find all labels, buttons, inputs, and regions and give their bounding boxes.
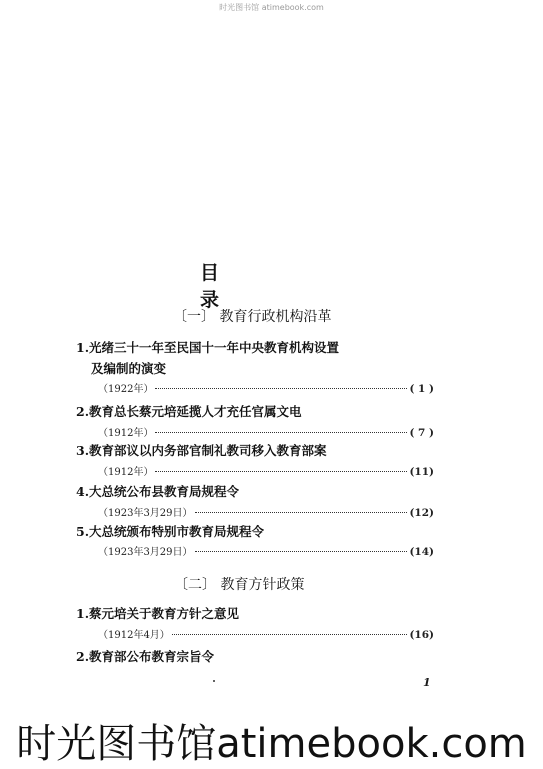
dot-leader — [195, 512, 408, 513]
toc-entry-page: ( 1 ) — [409, 383, 434, 395]
toc-entry-line — [98, 543, 434, 558]
toc-entry-page: (16) — [409, 629, 434, 641]
toc-entry-line — [98, 626, 434, 641]
toc-entry-title-continued: 及编制的演变 — [91, 361, 167, 376]
section-heading-1: 〔一〕 教育行政机构沿革 — [173, 309, 332, 325]
toc-entry-line — [98, 380, 434, 395]
toc-entry-title: 1.蔡元培关于教育方针之意见 — [76, 606, 240, 621]
dot-leader — [172, 634, 408, 635]
toc-entry-title: 3.教育部议以内务部官制礼教司移入教育部案 — [76, 443, 327, 458]
toc-entry-line — [98, 424, 434, 439]
page-number: 1 — [423, 676, 431, 689]
toc-entry-title: 4.大总统公布县教育局规程令 — [76, 484, 240, 499]
toc-entry-date: （1912年） — [98, 428, 154, 439]
dot-leader — [155, 432, 407, 433]
toc-entry-title: 5.大总统颁布特别市教育局规程令 — [76, 524, 265, 539]
toc-entry-date: （1923年3月29日） — [98, 508, 193, 519]
toc-entry-title: 1.光绪三十一年至民国十一年中央教育机构设置 — [76, 340, 340, 355]
dot-leader — [195, 551, 408, 552]
toc-entry-date: （1923年3月29日） — [98, 547, 193, 558]
section-heading-2: 〔二〕 教育方针政策 — [174, 577, 305, 593]
toc-entry-page: (14) — [409, 546, 434, 558]
toc-entry-page: (12) — [409, 507, 434, 519]
toc-entry-date: （1922年） — [98, 384, 154, 395]
top-watermark: 时光图书馆 atimebook.com — [219, 3, 324, 12]
toc-entry-title: 2.教育部公布教育宗旨令 — [76, 649, 215, 664]
toc-entry-page: (11) — [409, 466, 434, 478]
toc-title: 目录 — [200, 262, 256, 311]
dot-leader — [155, 471, 407, 472]
bottom-watermark: 时光图书馆atimebook.com — [16, 721, 527, 767]
toc-entry-date: （1912年） — [98, 467, 154, 478]
toc-entry-date: （1912年4月） — [98, 630, 170, 641]
toc-entry-title: 2.教育总长蔡元培延揽人才充任官属文电 — [76, 404, 302, 419]
dot-leader — [155, 388, 407, 389]
toc-entry-line — [98, 463, 434, 478]
toc-entry-line — [98, 504, 434, 519]
print-speck — [213, 680, 215, 682]
toc-entry-page: ( 7 ) — [409, 427, 434, 439]
